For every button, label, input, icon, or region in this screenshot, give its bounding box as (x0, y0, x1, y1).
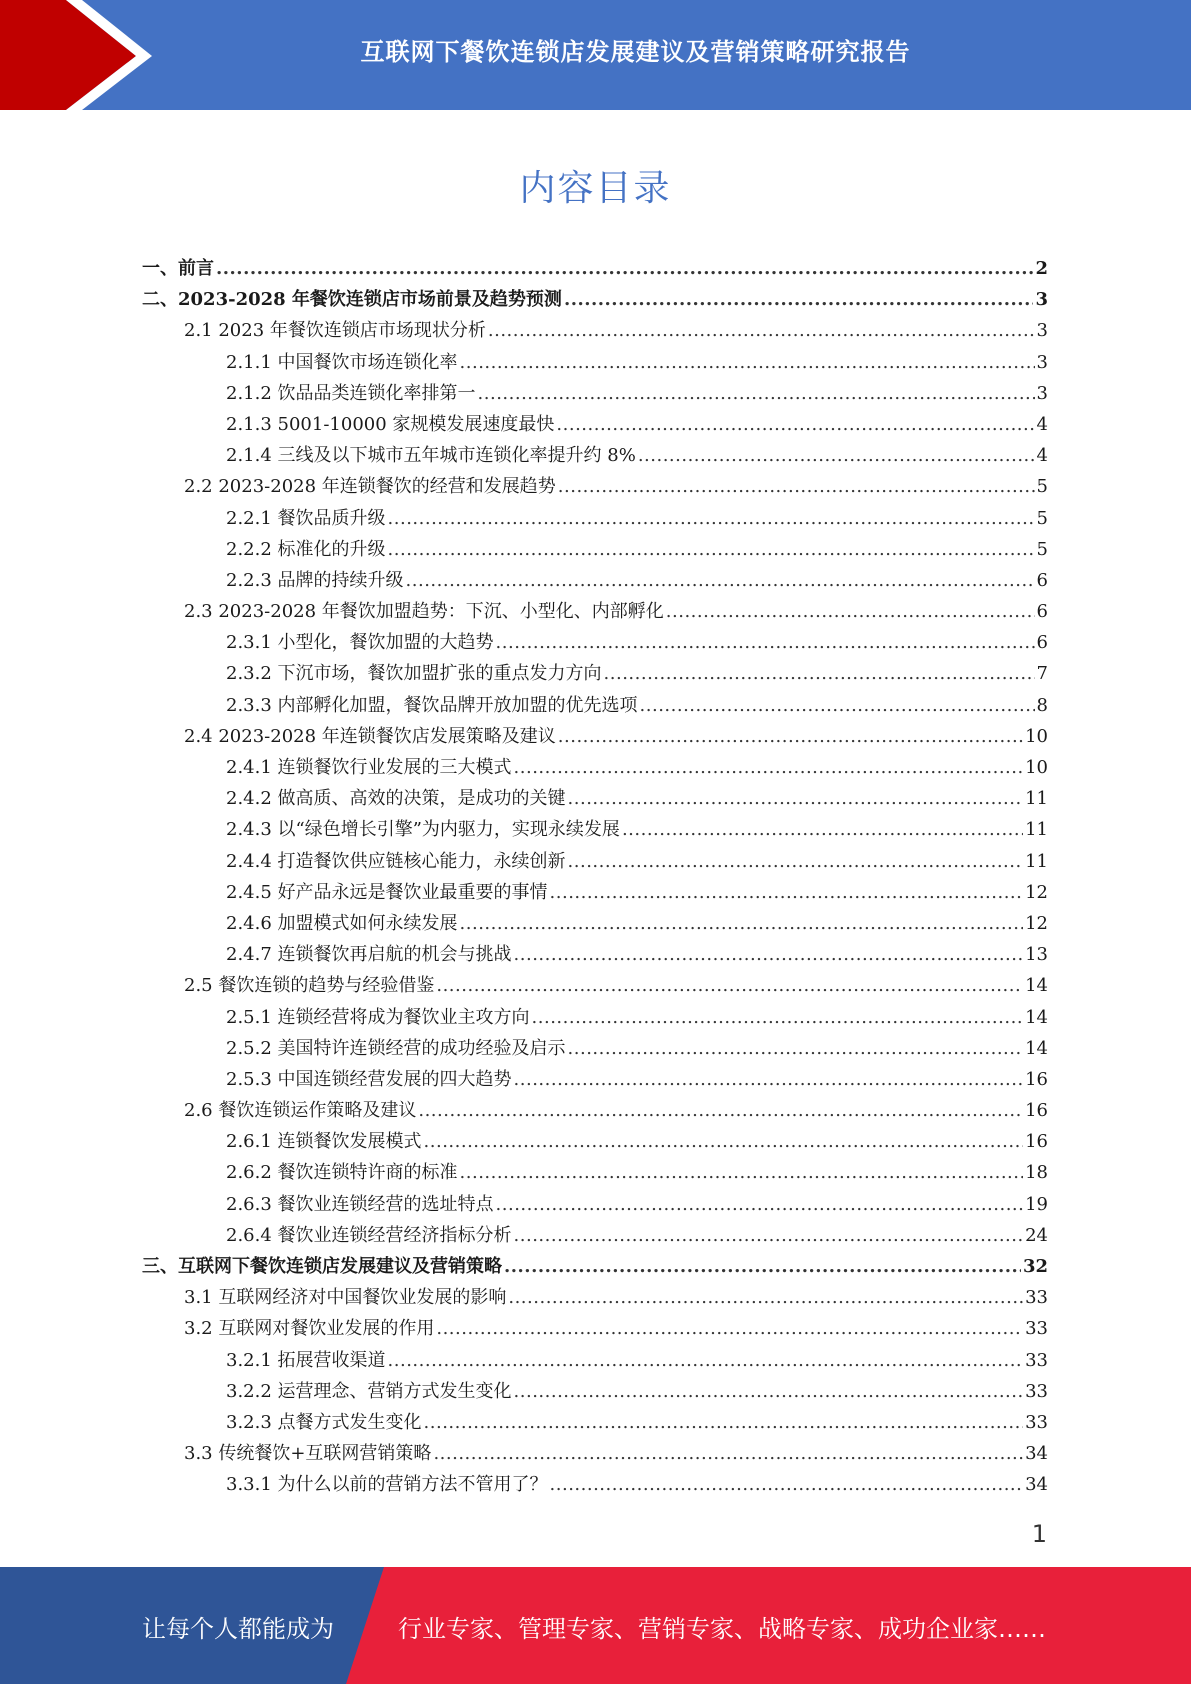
toc-entry[interactable] (142, 379, 1048, 410)
toc-entry-page: 5 (1036, 476, 1048, 498)
toc-entry[interactable] (142, 348, 1048, 379)
toc-entry-page: 24 (1025, 1224, 1048, 1246)
toc-entry[interactable] (142, 1314, 1048, 1345)
toc-dot-leader (666, 601, 1035, 622)
toc-entry-label: 3.3 传统餐饮+互联网营销策略 (184, 1443, 432, 1465)
toc-entry-page: 16 (1025, 1131, 1048, 1153)
toc-dot-leader (418, 1100, 1023, 1121)
toc-dot-leader (436, 975, 1023, 996)
toc-entry-page: 3 (1036, 382, 1048, 404)
toc-entry-page: 11 (1025, 819, 1048, 841)
toc-entry-page: 10 (1025, 757, 1048, 778)
toc-entry[interactable] (142, 1470, 1048, 1501)
toc-entry-label: 2.3 2023-2028 年餐饮加盟趋势：下沉、小型化、内部孵化 (184, 601, 664, 623)
toc-entry-label: 2.2.1 餐饮品质升级 (226, 507, 386, 529)
toc-entry-page: 34 (1025, 1443, 1048, 1465)
toc-entry-page: 3 (1035, 289, 1048, 311)
table-of-contents (142, 254, 1048, 1502)
toc-entry-page: 32 (1022, 1256, 1048, 1277)
toc-entry[interactable] (142, 1377, 1048, 1408)
toc-entry[interactable] (142, 940, 1048, 971)
toc-entry[interactable] (142, 1034, 1048, 1065)
toc-entry-label: 三、互联网下餐饮连锁店发展建议及营销策略 (142, 1256, 502, 1277)
toc-entry-label: 3.2.1 拓展营收渠道 (226, 1349, 386, 1371)
toc-entry-page: 2 (1035, 258, 1048, 279)
toc-entry-page: 33 (1025, 1349, 1048, 1371)
toc-entry-page: 14 (1025, 975, 1048, 997)
toc-entry-page: 14 (1025, 1006, 1048, 1028)
toc-entry-label: 2.4.6 加盟模式如何永续发展 (226, 912, 458, 934)
toc-dot-leader (424, 1412, 1024, 1433)
toc-entry-label: 2.2.3 品牌的持续升级 (226, 569, 404, 591)
toc-dot-leader (433, 1443, 1023, 1464)
footer-slogan-left: 让每个人都能成为 (142, 1615, 334, 1643)
toc-entry[interactable] (142, 472, 1048, 503)
toc-dot-leader (460, 1162, 1024, 1183)
toc-entry-page: 19 (1025, 1193, 1048, 1215)
toc-dot-leader (568, 1038, 1024, 1059)
toc-entry-page: 12 (1025, 912, 1048, 934)
toc-entry-label: 3.2.2 运营理念、营销方式发生变化 (226, 1380, 512, 1402)
toc-dot-leader (514, 1069, 1024, 1090)
toc-dot-leader (504, 1256, 1021, 1277)
toc-entry[interactable] (142, 784, 1048, 815)
toc-entry-label: 3.3.1 为什么以前的营销方法不管用了？ (226, 1474, 548, 1496)
toc-entry-page: 14 (1025, 1037, 1048, 1059)
toc-dot-leader (460, 913, 1024, 934)
toc-entry[interactable] (142, 504, 1048, 535)
toc-dot-leader (216, 258, 1033, 279)
toc-dot-leader (604, 663, 1035, 684)
footer-slogan-right: 行业专家、管理专家、营销专家、战略专家、成功企业家…… (398, 1615, 1046, 1643)
toc-dot-leader (558, 476, 1035, 497)
toc-entry[interactable] (142, 535, 1048, 566)
toc-entry-label: 3.2 互联网对餐饮业发展的作用 (184, 1318, 435, 1340)
toc-entry-page: 16 (1025, 1100, 1048, 1122)
toc-entry[interactable] (142, 1065, 1048, 1096)
toc-entry-page: 33 (1025, 1380, 1048, 1402)
toc-entry-page: 3 (1036, 351, 1048, 373)
toc-entry[interactable] (142, 659, 1048, 690)
toc-entry[interactable] (142, 1221, 1048, 1252)
toc-dot-leader (406, 570, 1035, 591)
toc-entry-label: 2.6.4 餐饮业连锁经营经济指标分析 (226, 1224, 512, 1246)
toc-entry-page: 12 (1025, 881, 1048, 903)
toc-entry-page: 11 (1025, 850, 1048, 872)
toc-entry-label: 2.4.3 以“绿色增长引擎”为内驱力，实现永续发展 (226, 819, 620, 841)
toc-entry-label: 2.6.3 餐饮业连锁经营的选址特点 (226, 1193, 494, 1215)
toc-entry-page: 6 (1036, 601, 1048, 623)
toc-entry-label: 2.4 2023-2028 年连锁餐饮店发展策略及建议 (184, 725, 556, 747)
toc-entry-label: 2.4.4 打造餐饮供应链核心能力，永续创新 (226, 850, 566, 872)
toc-dot-leader (558, 726, 1023, 747)
toc-dot-leader (388, 508, 1035, 529)
toc-entry-page: 33 (1025, 1318, 1048, 1340)
toc-entry-label: 2.4.1 连锁餐饮行业发展的三大模式 (226, 757, 512, 778)
toc-dot-leader (550, 1474, 1024, 1495)
toc-entry[interactable] (142, 1003, 1048, 1034)
toc-entry[interactable] (142, 722, 1048, 753)
toc-dot-leader (488, 320, 1035, 341)
toc-dot-leader (388, 1350, 1024, 1371)
toc-entry-label: 3.1 互联网经济对中国餐饮业发展的影响 (184, 1287, 507, 1309)
toc-entry-label: 2.4.7 连锁餐饮再启航的机会与挑战 (226, 944, 512, 966)
toc-entry-label: 2.4.5 好产品永远是餐饮业最重要的事情 (226, 881, 548, 903)
toc-dot-leader (388, 539, 1035, 560)
toc-entry-page: 11 (1025, 788, 1048, 810)
toc-entry-label: 2.6.2 餐饮连锁特许商的标准 (226, 1162, 458, 1184)
toc-entry[interactable] (142, 909, 1048, 940)
toc-entry-label: 2.4.2 做高质、高效的决策，是成功的关键 (226, 788, 566, 810)
toc-entry[interactable] (142, 441, 1048, 472)
toc-entry-page: 3 (1036, 320, 1048, 342)
toc-entry-label: 2.3.3 内部孵化加盟，餐饮品牌开放加盟的优先选项 (226, 694, 638, 716)
toc-entry[interactable] (142, 878, 1048, 909)
toc-entry-page: 4 (1036, 445, 1048, 467)
toc-entry[interactable] (142, 628, 1048, 659)
toc-dot-leader (496, 632, 1035, 653)
toc-entry-page: 33 (1025, 1411, 1048, 1433)
toc-dot-leader (568, 851, 1024, 872)
toc-entry-label: 2.6.1 连锁餐饮发展模式 (226, 1131, 422, 1153)
toc-entry[interactable] (142, 1190, 1048, 1221)
toc-entry-label: 2.1.1 中国餐饮市场连锁化率 (226, 351, 458, 373)
toc-entry[interactable] (142, 1158, 1048, 1189)
toc-entry-page: 33 (1025, 1287, 1048, 1309)
toc-entry-label: 2.1 2023 年餐饮连锁店市场现状分析 (184, 320, 486, 342)
toc-entry-label: 2.3.2 下沉市场，餐饮加盟扩张的重点发力方向 (226, 663, 602, 685)
toc-entry-label: 2.1.3 5001-10000 家规模发展速度最快 (226, 413, 555, 435)
toc-entry-page: 8 (1036, 694, 1048, 716)
toc-entry[interactable] (142, 285, 1048, 316)
toc-entry-page: 13 (1025, 944, 1048, 966)
toc-entry-page: 16 (1025, 1068, 1048, 1090)
toc-entry-label: 2.5.3 中国连锁经营发展的四大趋势 (226, 1068, 512, 1090)
toc-entry[interactable] (142, 1346, 1048, 1377)
toc-dot-leader (550, 882, 1024, 903)
report-title: 互联网下餐饮连锁店发展建议及营销策略研究报告 (360, 37, 911, 66)
toc-entry[interactable] (142, 566, 1048, 597)
toc-entry-label: 二、2023-2028 年餐饮连锁店市场前景及趋势预测 (142, 289, 562, 311)
toc-dot-leader (564, 289, 1034, 310)
toc-entry[interactable] (142, 847, 1048, 878)
toc-dot-leader (514, 757, 1024, 778)
toc-dot-leader (640, 695, 1035, 716)
toc-dot-leader (638, 445, 1035, 466)
toc-entry[interactable] (142, 1096, 1048, 1127)
header-banner (0, 0, 1191, 110)
toc-dot-leader (436, 1318, 1023, 1339)
toc-entry[interactable] (142, 1283, 1048, 1314)
toc-entry-page: 18 (1025, 1162, 1048, 1184)
toc-entry-label: 2.5.2 美国特许连锁经营的成功经验及启示 (226, 1037, 566, 1059)
toc-entry-label: 2.5.1 连锁经营将成为餐饮业主攻方向 (226, 1006, 530, 1028)
toc-entry-label: 一、前言 (142, 258, 214, 279)
toc-dot-leader (532, 1007, 1024, 1028)
toc-entry[interactable] (142, 316, 1048, 347)
toc-entry-label: 2.1.2 饮品品类连锁化率排第一 (226, 382, 476, 404)
toc-entry[interactable] (142, 1252, 1048, 1283)
toc-entry[interactable] (142, 753, 1048, 784)
toc-entry[interactable] (142, 1408, 1048, 1439)
toc-entry[interactable] (142, 254, 1048, 285)
toc-dot-leader (514, 944, 1024, 965)
toc-heading: 内容目录 (519, 168, 672, 209)
toc-entry[interactable] (142, 1439, 1048, 1470)
toc-entry-page: 6 (1036, 632, 1048, 654)
toc-dot-leader (460, 352, 1035, 373)
toc-entry[interactable] (142, 597, 1048, 628)
footer-banner (0, 1567, 1191, 1684)
toc-entry-label: 2.6 餐饮连锁运作策略及建议 (184, 1100, 417, 1122)
toc-entry-label: 2.3.1 小型化，餐饮加盟的大趋势 (226, 632, 494, 654)
toc-dot-leader (508, 1287, 1023, 1308)
toc-dot-leader (514, 1225, 1024, 1246)
toc-entry-label: 2.5 餐饮连锁的趋势与经验借鉴 (184, 975, 435, 997)
toc-dot-leader (496, 1194, 1024, 1215)
page-number: 1 (1031, 1520, 1047, 1548)
toc-entry-page: 6 (1036, 569, 1048, 591)
toc-entry-page: 34 (1025, 1474, 1048, 1496)
toc-dot-leader (424, 1131, 1024, 1152)
toc-entry[interactable] (142, 971, 1048, 1002)
toc-entry[interactable] (142, 1127, 1048, 1158)
toc-entry[interactable] (142, 815, 1048, 846)
toc-entry-page: 5 (1036, 507, 1048, 529)
toc-entry-page: 4 (1036, 413, 1048, 435)
toc-entry-label: 2.2 2023-2028 年连锁餐饮的经营和发展趋势 (184, 476, 556, 498)
toc-entry-page: 10 (1025, 725, 1048, 747)
toc-entry-page: 7 (1036, 663, 1048, 685)
toc-dot-leader (514, 1381, 1024, 1402)
toc-dot-leader (478, 383, 1035, 404)
toc-entry[interactable] (142, 410, 1048, 441)
toc-dot-leader (556, 414, 1034, 435)
toc-entry[interactable] (142, 691, 1048, 722)
toc-entry-page: 5 (1036, 538, 1048, 560)
toc-entry-label: 2.2.2 标准化的升级 (226, 538, 386, 560)
toc-entry-label: 2.1.4 三线及以下城市五年城市连锁化率提升约 8% (226, 445, 636, 467)
toc-dot-leader (622, 819, 1023, 840)
toc-dot-leader (568, 788, 1024, 809)
toc-entry-label: 3.2.3 点餐方式发生变化 (226, 1411, 422, 1433)
